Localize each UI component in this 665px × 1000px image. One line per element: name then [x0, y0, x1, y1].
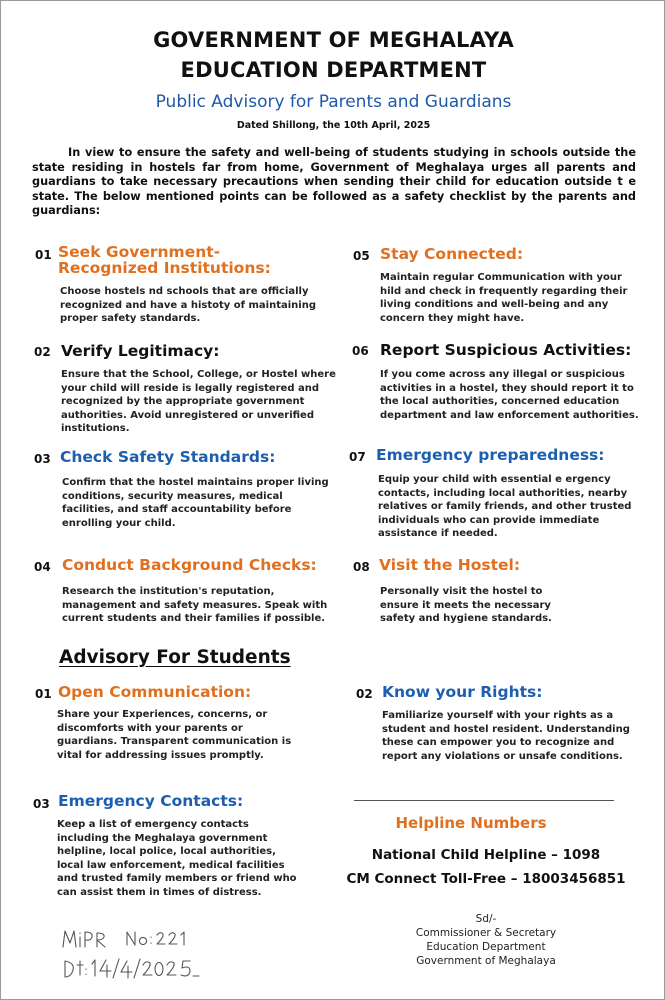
item-07-title: Emergency preparedness: — [376, 446, 605, 464]
signature-title: Commissioner & Secretary — [415, 927, 557, 939]
header-line-2: EDUCATION DEPARTMENT — [180, 58, 487, 82]
student-01-number: 01 — [35, 687, 52, 701]
header-line-1: GOVERNMENT OF MEGHALAYA — [153, 28, 514, 52]
item-04-title: Conduct Background Checks: — [62, 556, 317, 574]
item-01-title: Seek Government- Recognized Institutions: — [58, 243, 271, 277]
helpline-divider — [354, 800, 614, 801]
item-05-body: Maintain regular Communication with your hild and check in frequently regarding their living conditions and well-being and any concern they might have. — [380, 272, 628, 324]
item-01-number: 01 — [35, 248, 52, 262]
student-03-title: Emergency Contacts: — [58, 792, 244, 810]
students-section-title: Advisory For Students — [59, 647, 291, 668]
item-03-body: Confirm that the hostel maintains proper living conditions, security measures, medical facilities, and staff accountability before enrolling your child. — [62, 477, 329, 529]
student-02-body: Familiarize yourself with your rights as a student and hostel resident. Understanding these can empower you to recognize and report any violations or unsafe conditions. — [382, 710, 630, 762]
item-05-title: Stay Connected: — [380, 245, 524, 263]
item-04-body: Research the institution's reputation, management and safety measures. Speak with current students and their families if possible. — [62, 586, 328, 625]
intro-paragraph: In view to ensure the safety and well-being of students studying in schools outside the state residing in hostels far from home, Government of Meghalaya urges all parents and guardians to take necessary precautions when sending their child for education outside t e state. The below mentioned points can be followed as a safety checklist by the parents and guardians: — [32, 146, 636, 218]
signature-sd: Sd/- — [475, 913, 497, 925]
item-08-number: 08 — [353, 560, 370, 574]
student-01-body: Share your Experiences, concerns, or discomforts with your parents or guardians. Transparent communication is vital for addressing issues promptly. — [57, 709, 292, 761]
item-02-title: Verify Legitimacy: — [61, 342, 220, 360]
item-07-number: 07 — [349, 450, 366, 464]
item-03-title: Check Safety Standards: — [60, 448, 276, 466]
student-03-number: 03 — [33, 797, 50, 811]
student-03-body: Keep a list of emergency contacts including the Meghalaya government helpline, local police, local authorities, local law enforcement, medical facilities and trusted family members or friend who can assist them in times of distress. — [57, 819, 297, 898]
item-05-number: 05 — [353, 249, 370, 263]
helpline-cm-connect: CM Connect Toll-Free – 18003456851 — [346, 871, 626, 887]
student-02-number: 02 — [356, 687, 373, 701]
handwritten-mipr-note — [59, 923, 209, 985]
item-06-body: If you come across any illegal or suspicious activities in a hostel, they should report it to the local authorities, concerned education department and law enforcement authorities. — [380, 369, 639, 421]
student-01-title: Open Communication: — [58, 683, 252, 701]
item-08-body: Personally visit the hostel to ensure it meets the necessary safety and hygiene standards. — [380, 586, 552, 625]
item-08-title: Visit the Hostel: — [379, 556, 521, 574]
helpline-national: National Child Helpline – 1098 — [371, 847, 601, 863]
student-02-title: Know your Rights: — [382, 683, 543, 701]
advisory-date: Dated Shillong, the 10th April, 2025 — [236, 120, 431, 131]
item-01-body: Choose hostels nd schools that are officially recognized and have a histoty of maintaining proper safety standards. — [60, 286, 316, 325]
item-04-number: 04 — [34, 560, 51, 574]
item-02-body: Ensure that the School, College, or Hostel where your child will reside is legally registered and recognized by the appropriate government authorities. Avoid unregistered or unverified institutions. — [61, 369, 336, 435]
item-03-number: 03 — [34, 452, 51, 466]
signature-department: Education Department — [426, 941, 546, 953]
signature-block — [386, 912, 586, 968]
helpline-title: Helpline Numbers — [395, 814, 547, 832]
item-06-number: 06 — [352, 344, 369, 358]
item-07-body: Equip your child with essential e ergency contacts, including local authorities, nearby relatives or family friends, and other trusted individuals who can provide immediate assistance if needed. — [378, 474, 632, 540]
advisory-subtitle: Public Advisory for Parents and Guardians — [155, 92, 512, 112]
item-02-number: 02 — [34, 345, 51, 359]
item-06-title: Report Suspicious Activities: — [380, 341, 632, 359]
signature-government: Government of Meghalaya — [416, 955, 556, 967]
